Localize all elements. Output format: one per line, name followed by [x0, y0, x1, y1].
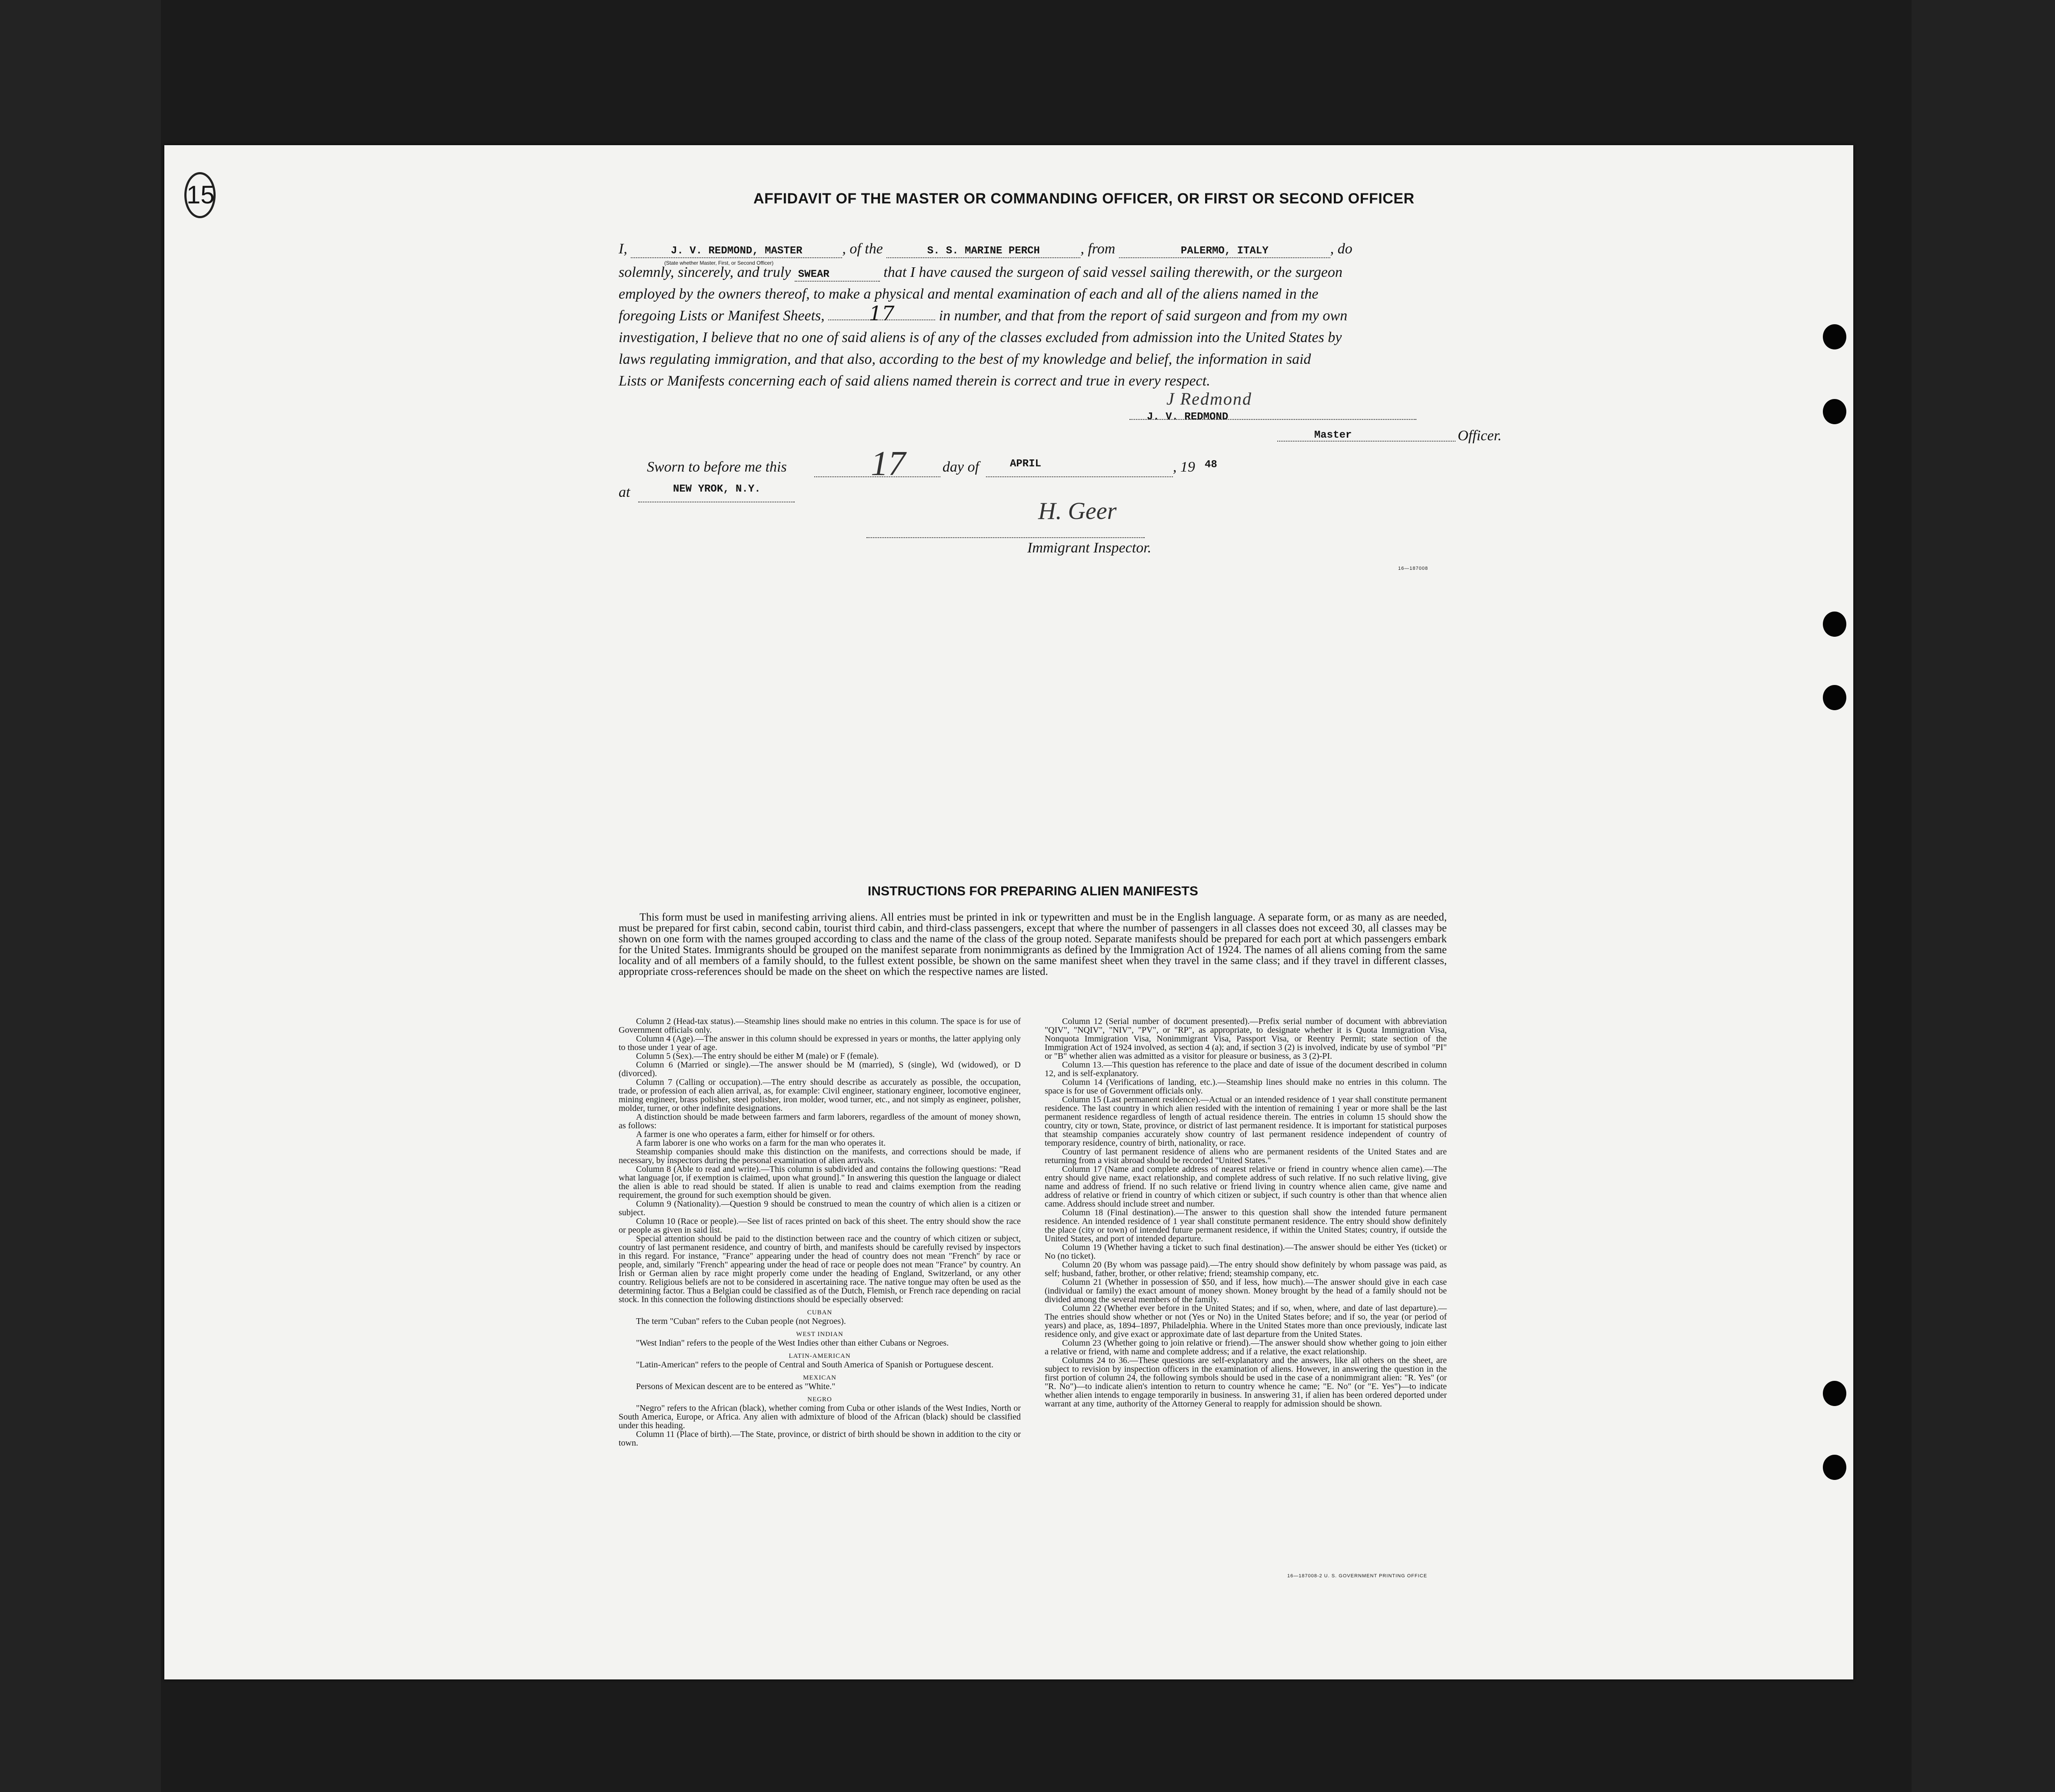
- paragraph: Column 2 (Head-tax status).—Steamship lines should make no entries in this column. The space is for use of Government officials only.: [619, 1017, 1021, 1035]
- officer-label: Officer.: [1458, 428, 1502, 444]
- heading-cuban: CUBAN: [807, 1309, 833, 1316]
- paragraph: Column 22 (Whether ever before in the United States; and if so, when, where, and date of last departure).—The entries should show whether or not (Yes or No) in the United States before; and if so, the year (or period of years) and place, as, 1894–1897, Philadelphia. Where in the United States more than once previously, indicate last residence only, and give exact or approximate date of last departure from the United States.: [1045, 1303, 1447, 1339]
- punch-hole-icon: [1823, 324, 1846, 349]
- manifest-sheet: [164, 145, 1853, 1679]
- port-field: PALERMO, ITALY: [1119, 245, 1330, 258]
- sheet-number: 15: [184, 172, 216, 218]
- paragraph: Column 19 (Whether having a ticket to such final destination).—The answer should be either Yes (ticket) or No (no ticket).: [1045, 1243, 1447, 1261]
- instructions-left-column: [619, 1017, 1021, 1447]
- punch-hole-icon: [1823, 1455, 1846, 1480]
- paragraph: Column 21 (Whether in possession of $50, and if less, how much).—The answer should give in each case (individual or family) the exact amount of money shown. Money brought by the head of a family should not be divided among the several members of the family.: [1045, 1277, 1447, 1304]
- rank-note: (State whether Master, First, or Second Officer): [664, 260, 774, 266]
- rank-line: [1277, 441, 1455, 442]
- paragraph: Column 7 (Calling or occupation).—The entry should describe as accurately as possible, the occupation, trade, or profession of each alien arrival, as, for example: Civil engineer, stationary engineer, locomotive engineer, mining engineer, brass polisher, steel polisher, iron molder, wood turner, etc., and not simply as engineer, polisher, molder, turner, or other indefinite designations.: [619, 1077, 1021, 1113]
- punch-hole-icon: [1823, 1381, 1846, 1406]
- film-border-left: [0, 0, 161, 1792]
- paragraph: Column 12 (Serial number of document presented).—Prefix serial number of document with abbreviation "QIV", "NQIV", "NIV", "PV", or "RP", as appropriate, to designate whether it is Quota Immigration Visa, Nonquota Immigration Visa, Nonimmigrant Visa, Passport Visa, or Reentry Permit; state section of the Immigration Act of 1924 involved, as section 4 (a); and, if section 3 (2) is involved, indicate by use of symbol "PI" or "B" whether alien was admitted as a visitor for pleasure or business, as 3 (2)-PI.: [1045, 1017, 1447, 1061]
- master-name-field: J. V. REDMOND, MASTER: [631, 245, 842, 258]
- paragraph: A farmer is one who operates a farm, either for himself or for others.: [636, 1130, 875, 1139]
- punch-hole-icon: [1823, 399, 1846, 424]
- sworn-year-field: 48: [1205, 459, 1217, 471]
- at-label: at: [619, 484, 630, 500]
- paragraph: Column 5 (Sex).—The entry should be either M (male) or F (female).: [636, 1051, 879, 1061]
- instructions-right-column: [1045, 1017, 1447, 1408]
- affidavit-title: AFFIDAVIT OF THE MASTER OR COMMANDING OFFICER, OR FIRST OR SECOND OFFICER: [753, 190, 1415, 207]
- paragraph: Column 17 (Name and complete address of nearest relative or friend in country whence alien came).—The entry should give name, exact relationship, and complete address of such relative. If no such relative living, give name and address of friend. If no such relative or friend living in country whence alien came, give name and address of relative or friend in country of which citizen or subject, if such country is other than that whence alien came. Address should include street and number.: [1045, 1164, 1447, 1209]
- film-border-right: [1912, 0, 2055, 1792]
- signer-typed-name: J. V. REDMOND: [1147, 411, 1229, 423]
- paragraph: Column 13.—This question has reference to the place and date of issue of the document described in column 12, and is self-explanatory.: [1045, 1060, 1447, 1078]
- paragraph: A distinction should be made between farmers and farm laborers, regardless of the amount of money shown, as follows:: [619, 1112, 1021, 1130]
- paragraph: Persons of Mexican descent are to be entered as "White.": [636, 1382, 836, 1391]
- paragraph: A farm laborer is one who works on a farm for the man who operates it.: [636, 1138, 886, 1148]
- punch-hole-icon: [1823, 685, 1846, 710]
- year-prefix: , 19: [1173, 459, 1195, 475]
- affidavit-line-1: I, J. V. REDMOND, MASTER , of the S. S. MARINE PERCH , from PALERMO, ITALY , do: [619, 238, 1610, 260]
- affidavit-line-6: laws regulating immigration, and that also, according to the best of my knowledge and belief, the information in said: [619, 351, 1311, 367]
- paragraph: Column 9 (Nationality).—Question 9 should be construed to mean the country of which alien is a citizen or subject.: [619, 1199, 1021, 1217]
- paragraph: Country of last permanent residence of aliens who are permanent residents of the United States and are returning from a visit abroad should be recorded "United States.": [1045, 1147, 1447, 1165]
- sworn-day-field: 17: [871, 445, 906, 483]
- rank-field: Master: [1314, 429, 1352, 441]
- paragraph: Column 14 (Verifications of landing, etc.).—Steamship lines should make no entries in this column. The space is for use of Government officials only.: [1045, 1077, 1447, 1096]
- instructions-title: INSTRUCTIONS FOR PREPARING ALIEN MANIFESTS: [868, 884, 1199, 898]
- heading-west-indian: WEST INDIAN: [796, 1331, 843, 1338]
- sworn-month-field: APRIL: [1010, 458, 1042, 470]
- sheets-count-field: 17: [828, 307, 935, 320]
- heading-mexican: MEXICAN: [803, 1374, 836, 1381]
- sworn-month-line: [986, 476, 1173, 477]
- paragraph: Column 10 (Race or people).—See list of races printed on back of this sheet. The entry should show the race or people as given in said list.: [619, 1217, 1021, 1235]
- form-code: 16—187008: [1398, 566, 1428, 571]
- paragraph: "Negro" refers to the African (black), whether coming from Cuba or other islands of the West Indies, North or South America, Europe, or Africa. Any alien with admixture of blood of the African (black) should be classified under this heading.: [619, 1403, 1021, 1430]
- paragraph: Column 4 (Age).—The answer in this column should be expressed in years or months, the latter applying only to those under 1 year of age.: [619, 1034, 1021, 1052]
- heading-latin-american: LATIN-AMERICAN: [789, 1353, 851, 1360]
- heading-negro: NEGRO: [807, 1396, 832, 1403]
- sworn-label: Sworn to before me this: [647, 459, 787, 475]
- paragraph: "Latin-American" refers to the people of Central and South America of Spanish or Portuguese descent.: [636, 1360, 994, 1370]
- paragraph: Column 8 (Able to read and write).—This column is subdivided and contains the following questions: "Read what language [or, if exemption is claimed, upon what ground]." In answering this question the language or dialect the alien is able to read should be stated. If alien is unable to read and claims exemption from the reading requirement, the ground for such exemption should be given.: [619, 1164, 1021, 1200]
- affidavit-line-4: foregoing Lists or Manifest Sheets, 17 in number, and that from the report of said surgeon and from my own: [619, 302, 1348, 325]
- instructions-intro: This form must be used in manifesting arriving aliens. All entries must be printed in ink or typewritten and must be in the English language. A separate form, or as many as are needed, must be prepared for first cabin, second cabin, tourist third cabin, and third-class passengers, except that where the number of passengers in all classes does not exceed 30, all classes may be shown on one form with the names grouped according to class and the name of the class of the group noted. Separate manifests should be prepared for each port at which passengers embark for the United States. Immigrants should be grouped on the manifest separate from nonimmigrants as defined by the Immigration Act of 1924. The names of all aliens coming from the same locality and of all members of a family should, to the fullest extent possible, be shown on the same manifest sheet when they travel in the same class; and if they travel in different classes, appropriate cross-references should be made on the sheet on which the respective names are listed.: [619, 911, 1447, 977]
- inspector-signature: H. Geer: [1038, 498, 1117, 525]
- paragraph: Steamship companies should make this distinction on the manifests, and corrections should be made, if necessary, by inspectors during the personal examination of alien arrivals.: [619, 1147, 1021, 1165]
- printer-code: 16—187008-2 U. S. GOVERNMENT PRINTING OFFICE: [1287, 1573, 1427, 1579]
- paragraph: Columns 24 to 36.—These questions are self-explanatory and the answers, like all others on the sheet, are subject to revision by inspection officers in the examination of aliens. However, in answering the question in the first portion of column 24, the following symbols should be used in the case of a nonimmigrant alien: "R. Yes" (or "R. No")—to indicate alien's intention to return to country whence he came; "E. No" (or "E. Yes")—to indicate whether alien intends to engage temporarily in business. In answering 31, if alien has been ordered deported under warrant at any time, authority of the Attorney General to reapply for admission should be shown.: [1045, 1356, 1447, 1409]
- affidavit-line-7: Lists or Manifests concerning each of said aliens named therein is correct and true in every respect.: [619, 373, 1210, 389]
- affidavit-line-2: solemnly, sincerely, and truly SWEAR that I have caused the surgeon of said vessel sailing therewith, or the surgeon: [619, 262, 1610, 283]
- sworn-place-field: NEW YROK, N.Y.: [673, 483, 761, 495]
- master-signature: J Redmond: [1166, 389, 1252, 409]
- paragraph: Column 11 (Place of birth).—The State, province, or district of birth should be shown in addition to the city or town.: [619, 1430, 1021, 1448]
- paragraph: Special attention should be paid to the distinction between race and the country of which citizen or subject, country of last permanent residence, and country of birth, and manifests should be carefully revised by inspectors in this regard. For instance, "France" appearing under the head of country does not mean "French" by race or people, and, similarly "French" appearing under the head of race or people does not mean "France" by country. An Irish or German alien by race might properly come under the heading of England, Switzerland, or any other country. Religious beliefs are not to be considered in ascertaining race. The native tongue may often be used as the determining factor. Thus a Belgian could be classified as of the Dutch, Flemish, or French race depending on racial stock. In this connection the following distinctions should be especially observed:: [619, 1234, 1021, 1304]
- paragraph: Column 18 (Final destination).—The answer to this question shall show the intended future permanent residence. An intended residence of 1 year shall constitute permanent residence. The entry should show definitely the place (city or town) of intended future permanent residence, if within the United States; country, if outside the United States, and port of intended departure.: [1045, 1208, 1447, 1243]
- inspector-label: Immigrant Inspector.: [1027, 540, 1152, 556]
- paragraph: Column 23 (Whether going to join relative or friend).—The answer should show whether going to join either a relative or friend, with name and complete address; and if a relative, the exact relationship.: [1045, 1338, 1447, 1356]
- punch-hole-icon: [1823, 612, 1846, 637]
- paragraph: The term "Cuban" refers to the Cuban people (not Negroes).: [636, 1317, 846, 1326]
- vessel-field: S. S. MARINE PERCH: [886, 245, 1080, 258]
- affidavit-line-5: investigation, I believe that no one of said aliens is of any of the classes excluded from admission into the United States by: [619, 329, 1342, 346]
- inspector-signature-line: [866, 537, 1145, 538]
- affidavit-line-3: employed by the owners thereof, to make a physical and mental examination of each and all of the aliens named in the: [619, 286, 1319, 302]
- paragraph: "West Indian" refers to the people of the West Indies other than either Cubans or Negroes.: [636, 1338, 949, 1348]
- paragraph: Column 6 (Married or single).—The answer should be M (married), S (single), Wd (widowed), or D (divorced).: [619, 1060, 1021, 1078]
- oath-field: SWEAR: [795, 269, 880, 282]
- paragraph: Column 15 (Last permanent residence).—Actual or an intended residence of 1 year shall constitute permanent residence. The last country in which alien resided with the intention of remaining 1 year or more shall be the last permanent residence regardless of length of actual residence therein. The entries in column 15 should show the country, city or town, State, province, or district of last permanent residence. It is important for statistical purposes that steamship companies accurately show country of last permanent residence independent of country of temporary residence, country of birth, nationality, or race.: [1045, 1095, 1447, 1148]
- paragraph: Column 20 (By whom was passage paid).—The entry should show definitely by whom passage was paid, as self; husband, father, brother, or other relative; friend; steamship company, etc.: [1045, 1260, 1447, 1278]
- day-of-label: day of: [943, 459, 979, 475]
